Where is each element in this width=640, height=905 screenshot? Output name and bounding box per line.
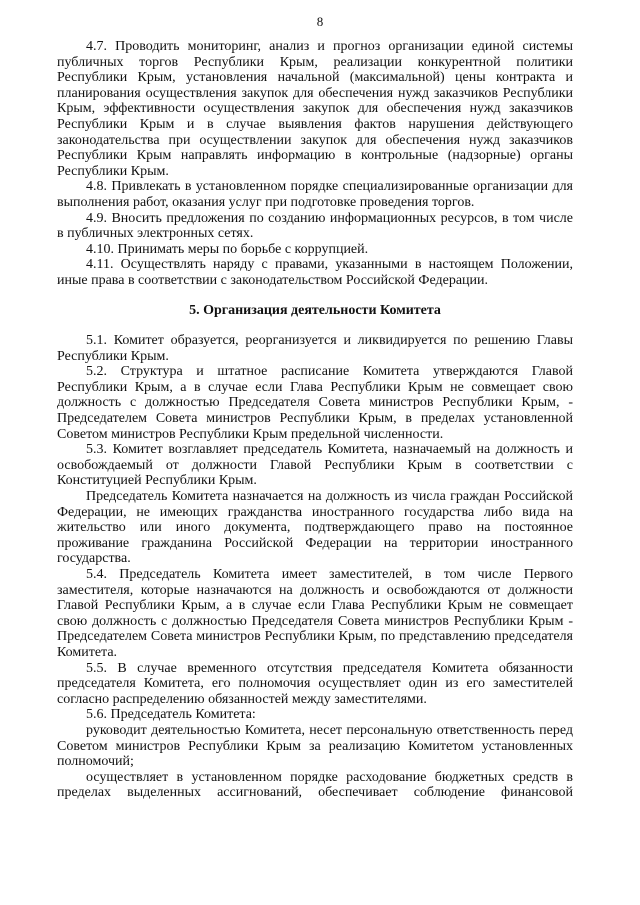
paragraph-5-2: 5.2. Структура и штатное расписание Комитета утверждаются Главой Республики Крым, а в случае если Глава Республики Крым не совмещает свою должность с должностью Председателя Совета министров Республики Крым, - Председателем Совета министров Республики Крым, в пределах установленной Советом министров Республики Крым предельной численности. <box>57 364 573 442</box>
paragraph-4-10: 4.10. Принимать меры по борьбе с коррупцией. <box>86 241 369 257</box>
paragraph-4-8: 4.8. Привлекать в установленном порядке специализированные организации для выполнения работ, оказания услуг при подготовке проведения торгов. <box>57 179 573 210</box>
paragraph-5-6-duty-1: руководит деятельностью Комитета, несет персональную ответственность перед Советом министров Республики Крым за реализацию Комитетом установленных полномочий; <box>57 722 573 770</box>
paragraph-5-4: 5.4. Председатель Комитета имеет заместителей, в том числе Первого заместителя, которые назначаются на должность и освобождаются от должности Главой Республики Крым, а в случае если Глава Республики Крым не совмещает свою должность с должностью Председателя Совета министров Республики Крым - Председателем Совета министров Республики Крым, по представлению председателя Комитета. <box>57 567 573 660</box>
paragraph-4-9: 4.9. Вносить предложения по созданию информационных ресурсов, в том числе в публичных электронных сетях. <box>57 210 573 242</box>
paragraph-5-3-chairman: Председатель Комитета назначается на должность из числа граждан Российской Федерации, не имеющих гражданства иностранного государства либо вида на жительство или иного документа, подтверждающего право на постоянное проживание гражданина Российской Федерации на территории иностранного государства. <box>57 489 573 567</box>
section-heading: 5. Организация деятельности Комитета <box>189 302 441 318</box>
paragraph-5-6-duty-2: осуществляет в установленном порядке расходование бюджетных средств в пределах выделенных ассигнований, обеспечивает соблюдение финансовой <box>57 769 573 801</box>
paragraph-5-5: 5.5. В случае временного отсутствия председателя Комитета обязанности председателя Комитета, его полномочия осуществляет один из его заместителей согласно распределению обязанностей между заместителями. <box>57 660 573 707</box>
paragraph-5-6: 5.6. Председатель Комитета: <box>86 707 256 723</box>
paragraph-5-1: 5.1. Комитет образуется, реорганизуется и ликвидируется по решению Главы Республики Крым. <box>57 333 573 364</box>
paragraph-4-11: 4.11. Осуществлять наряду с правами, указанными в настоящем Положении, иные права в соответствии с законодательством Российской Федерации. <box>57 257 573 288</box>
page-number: 8 <box>316 14 324 29</box>
paragraph-5-3: 5.3. Комитет возглавляет председатель Комитета, назначаемый на должность и освобождаемый от должности Главой Республики Крым в соответствии с Конституцией Республики Крым. <box>57 442 573 489</box>
document-body <box>57 39 573 801</box>
paragraph-4-7: 4.7. Проводить мониторинг, анализ и прогноз организации единой системы публичных торгов Республики Крым, реализации конкурентной политики Республики Крым, установления начальной (максимальной) цены контракта и планирования осуществления закупок для обеспечения нужд заказчиков Республики Крым, эффективности осуществления закупок для обеспечения нужд заказчиков Республики Крым и в случае выявления фактов нарушения действующего законодательства при осуществлении закупок для обеспечения нужд заказчиков Республики Крым направлять информацию в контрольные (надзорные) органы Республики Крым. <box>57 39 573 179</box>
